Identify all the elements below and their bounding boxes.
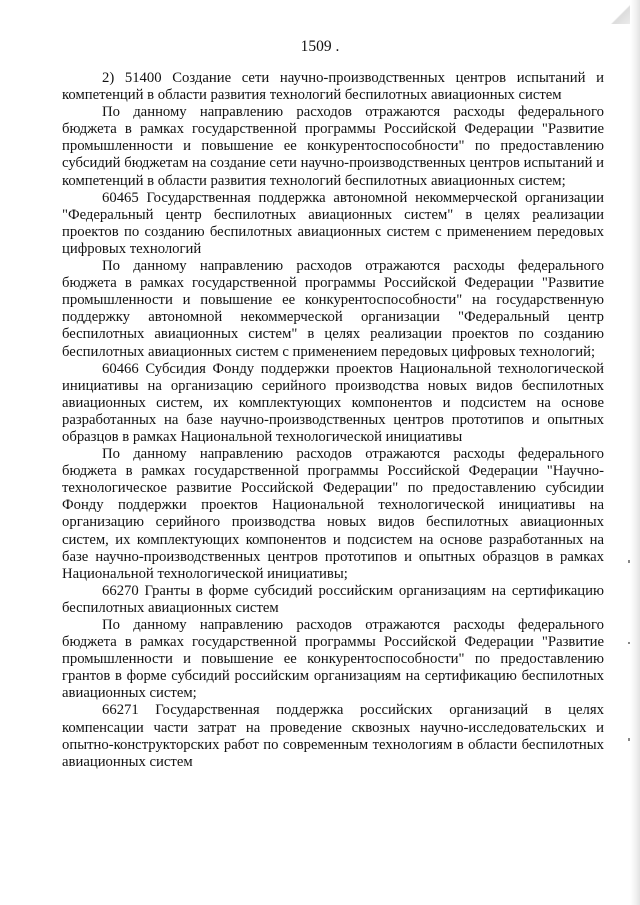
scan-speck (628, 642, 630, 644)
paragraph-51400-description: По данному направлению расходов отражаются расходы федерального бюджета в рамках государственной программы Российской Федерации "Развитие промышленности и повышение ее конкурентоспособности" по предоставлению субсидий бюджетам на создание сети научно-производственных центров испытаний и компетенций в области развития технологий беспилотных авиационных систем; (62, 104, 604, 189)
paragraph-66270-description: По данному направлению расходов отражаются расходы федерального бюджета в рамках государственной программы Российской Федерации "Развитие промышленности и повышение ее конкурентоспособности" по предоставлению грантов в форме субсидий российским организациям на сертификацию беспилотных авиационных систем; (62, 617, 604, 702)
paragraph-60466-description: По данному направлению расходов отражаются расходы федерального бюджета в рамках государственной программы Российской Федерации "Научно-технологическое развитие Российской Федерации" по предоставлению субсидии Фонду поддержки проектов Национальной технологической инициативы на организацию серийного производства новых видов беспилотных авиационных систем, их комплектующих компонентов и подсистем на основе разработанных на базе научно-производственных центров прототипов и опытных образцов в рамках Национальной технологической инициативы; (62, 446, 604, 582)
page-number: 1509 . (300, 38, 340, 55)
document-body (62, 70, 604, 771)
paragraph-60465-description: По данному направлению расходов отражаются расходы федерального бюджета в рамках государственной программы Российской Федерации "Развитие промышленности и повышение ее конкурентоспособности" на государственную поддержку автономной некоммерческой организации "Федеральный центр беспилотных авиационных систем" в целях реализации проектов по созданию беспилотных авиационных систем с применением передовых цифровых технологий; (62, 258, 604, 360)
paragraph-60465-heading: 60465 Государственная поддержка автономной некоммерческой организации "Федеральный центр беспилотных авиационных систем" в целях реализации проектов по созданию беспилотных авиационных систем с применением передовых цифровых технологий (62, 189, 604, 257)
paragraph-66270-heading: 66270 Гранты в форме субсидий российским организациям на сертификацию беспилотных авиационных систем (62, 582, 604, 616)
scan-speck (628, 738, 630, 741)
paragraph-51400-heading: 2) 51400 Создание сети научно-производственных центров испытаний и компетенций в области развития технологий беспилотных авиационных систем (62, 70, 604, 104)
paragraph-60466-heading: 60466 Субсидия Фонду поддержки проектов Национальной технологической инициативы на организацию серийного производства новых видов беспилотных авиационных систем, их комплектующих компонентов и подсистем на основе разработанных на базе научно-производственных центров прототипов и опытных образцов в рамках Национальной технологической инициативы (62, 360, 604, 445)
scan-speck (628, 560, 630, 563)
paragraph-66271-heading: 66271 Государственная поддержка российских организаций в целях компенсации части затрат на проведение сквозных научно-исследовательских и опытно-конструкторских работ по современным технологиям в области беспилотных авиационных систем (62, 702, 604, 770)
scan-right-edge (630, 0, 640, 905)
